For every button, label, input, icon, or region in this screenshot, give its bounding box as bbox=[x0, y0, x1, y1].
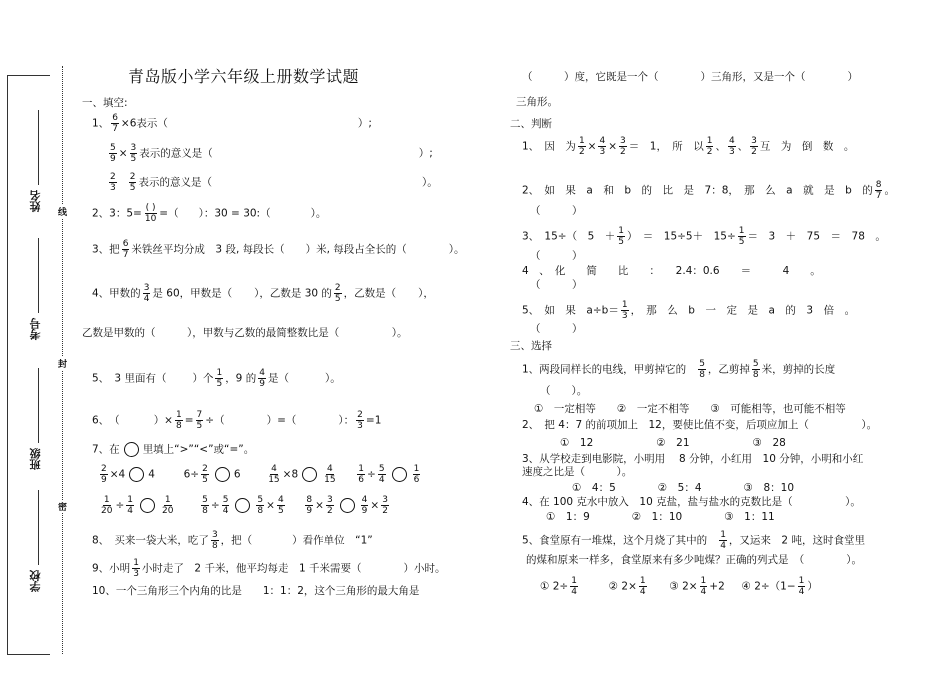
compare-circle-icon bbox=[124, 442, 139, 457]
q2: 2、3：5= $\frac{( )}{10}$ =（ ）：30 = 30:（ ）。 bbox=[92, 203, 327, 224]
judge-4-answer[interactable]: （ ） bbox=[530, 279, 583, 291]
choice-5-options: ① 2÷ $\frac{1}{4}$ ② 2× $\frac{1}{4}$ ③ 2× $\frac{1}{4}$ +2 ④ 2÷（1− $\frac{1}{4}$ ） bbox=[540, 576, 818, 597]
q10-continuation-2: 三角形。 bbox=[516, 96, 558, 108]
choice-5: 5、食堂原有一堆煤，这个月烧了其中的 $\frac{1}{4}$ ，又运来 2 吨，这时食堂里 bbox=[522, 530, 865, 551]
choice-1-options: ① 一定相等 ② 一定不相等 ③ 可能相等，也可能不相等 bbox=[534, 403, 846, 415]
q4: 4、甲数的 $\frac{3}{4}$ 是 60，甲数是（ ），乙数是 30 的 $\frac{2}{5}$ ，乙数是（ ）， bbox=[92, 283, 434, 304]
compare-circle-icon[interactable] bbox=[235, 498, 250, 513]
exam-number-blank-line bbox=[38, 238, 39, 313]
seal-char-seal: 封 bbox=[58, 357, 67, 370]
choice-3: 3、从学校走到电影院，小明用 8 分钟，小红用 10 分钟，小明和小红 bbox=[522, 453, 864, 465]
judge-1: 1、 因 为 $\frac{1}{2}$ × $\frac{4}{3}$ × $\frac{3}{2}$ ＝ 1， 所 以 $\frac{1}{2}$ 、 $\frac{4}{3}$ 、 $\frac{3}{2}$ 互 为 倒 数 。 bbox=[522, 136, 855, 157]
q10-continuation: （ ）度，它既是一个（ ）三角形，又是一个（ ） bbox=[522, 71, 858, 83]
q7-instruction: 7、在 里填上“>”“<”或“=”。 bbox=[92, 443, 255, 456]
judge-5: 5、 如 果 a÷b＝ $\frac{1}{3}$ ， 那 么 b 一 定 是 a 的 3 倍 。 bbox=[522, 300, 856, 321]
section-choice-heading: 三、选择 bbox=[510, 340, 552, 352]
judge-2-answer[interactable]: （ ） bbox=[530, 205, 583, 217]
school-blank-line bbox=[38, 490, 39, 565]
q4-line2: 乙数是甲数的（ ），甲数与乙数的最简整数比是（ ）。 bbox=[82, 327, 408, 339]
binding-margin-box bbox=[7, 75, 50, 655]
judge-3-answer[interactable]: （ ） bbox=[530, 250, 583, 262]
choice-3-options: ① 4：5 ② 5：4 ③ 8：10 bbox=[572, 482, 795, 494]
section-fill-heading: 一、填空: bbox=[82, 97, 128, 109]
exam-number-label: 考号 bbox=[29, 318, 42, 340]
judge-4: 4 、 化 简 比 ： 2.4：0.6 ＝ 4 。 bbox=[522, 265, 821, 277]
compare-circle-icon[interactable] bbox=[302, 467, 317, 482]
compare-circle-icon[interactable] bbox=[129, 467, 144, 482]
seal-char-secret: 密 bbox=[58, 500, 67, 513]
choice-2-options: ① 12 ② 21 ③ 28 bbox=[560, 437, 786, 449]
judge-5-answer[interactable]: （ ） bbox=[530, 323, 583, 335]
choice-2: 2、 把 4：7 的前项加上 12，要使比值不变，后项应加上（ ）。 bbox=[522, 419, 878, 431]
q7-row1: $\frac{2}{9}$ ×4 4 6÷ $\frac{2}{5}$ 6 $\frac{4}{15}$ ×8 $\frac{4}{15}$ $\frac{1}{6}$ ÷ $\frac{5}{4}$ $\frac{1}{6}$ bbox=[101, 464, 420, 485]
name-blank-line bbox=[38, 110, 39, 185]
name-label: 姓名 bbox=[29, 190, 42, 212]
compare-circle-icon[interactable] bbox=[140, 498, 155, 513]
choice-3-line2: 速度之比是（ ）。 bbox=[522, 466, 633, 478]
class-blank-line bbox=[38, 368, 39, 443]
page-title: 青岛版小学六年级上册数学试题 bbox=[128, 67, 360, 86]
judge-2: 2、 如 果 a 和 b 的 比 是 7：8， 那 么 a 就 是 b 的 $\frac{8}{7}$ 。 bbox=[522, 180, 895, 201]
q10: 10、一个三角形三个内角的比是 1：1：2，这个三角形的最大角是 bbox=[92, 585, 420, 597]
compare-circle-icon[interactable] bbox=[215, 467, 230, 482]
choice-4-options: ① 1：9 ② 1：10 ③ 1：11 bbox=[546, 511, 775, 523]
seal-char-line: 线 bbox=[58, 205, 67, 218]
q5: 5、 3 里面有（ ）个 $\frac{1}{5}$ ，9 的 $\frac{4}{9}$ 是（ ）。 bbox=[92, 368, 341, 389]
q8: 8、 买来一袋大米，吃了 $\frac{3}{8}$ ，把（ ）看作单位 “1” bbox=[92, 530, 373, 551]
class-label: 班级 bbox=[29, 448, 42, 470]
q1-part-b: $\frac{5}{9}$ × $\frac{3}{5}$ 表示的意义是（ ）; bbox=[110, 143, 433, 164]
school-label: 学校 bbox=[29, 570, 42, 592]
choice-1: 1、两段同样长的电线，甲剪掉它的 $\frac{5}{8}$ ，乙剪掉 $\frac{5}{8}$ 米，剪掉的长度 bbox=[522, 359, 836, 380]
choice-1-answer[interactable]: （ ）。 bbox=[540, 385, 588, 397]
section-judge-heading: 二、判断 bbox=[510, 118, 552, 130]
judge-3: 3、 15÷（ 5 ＋ $\frac{1}{5}$ ） ＝ 15÷5＋ 15÷ $\frac{1}{5}$ ＝ 3 ＋ 75 ＝ 78 。 bbox=[522, 226, 886, 247]
compare-circle-icon[interactable] bbox=[392, 467, 407, 482]
compare-circle-icon[interactable] bbox=[340, 498, 355, 513]
choice-5-line2: 的煤和原来一样多，食堂原来有多少吨煤？正确的列式是 （ ）。 bbox=[526, 554, 862, 566]
q7-row2: $\frac{1}{20}$ ÷ $\frac{1}{4}$ $\frac{1}{20}$ $\frac{5}{8}$ ÷ $\frac{5}{4}$ $\frac{5}{8}$ × $\frac{4}{5}$ $\frac{8}{9}$ × $\frac{3}{2}$ $\frac{4}{9}$ × $\frac{3}{2}$ bbox=[101, 495, 388, 516]
q9: 9、小明 $\frac{1}{3}$ 小时走了 2 千米，他平均每走 1 千米需要（ ）小时。 bbox=[92, 558, 446, 579]
q1-part-a: 1、 $\frac{6}{7}$ ×6表示（ ）; bbox=[92, 113, 372, 134]
q1-part-c: $\frac{2}{3}$ $\frac{2}{5}$ 表示的意义是（ ）。 bbox=[110, 172, 438, 193]
choice-4: 4、在 100 克水中放入 10 克盐，盐与盐水的克数比是（ ）。 bbox=[522, 496, 861, 508]
q3: 3、把 $\frac{6}{7}$ 米铁丝平均分成 3 段, 每段长（ ）米, 每段占全长的（ ）。 bbox=[92, 239, 465, 260]
q6: 6、 （ ）× $\frac{1}{8}$ = $\frac{7}{5}$ ÷（ ）=（ ）： $\frac{2}{3}$ =1 bbox=[92, 410, 382, 431]
